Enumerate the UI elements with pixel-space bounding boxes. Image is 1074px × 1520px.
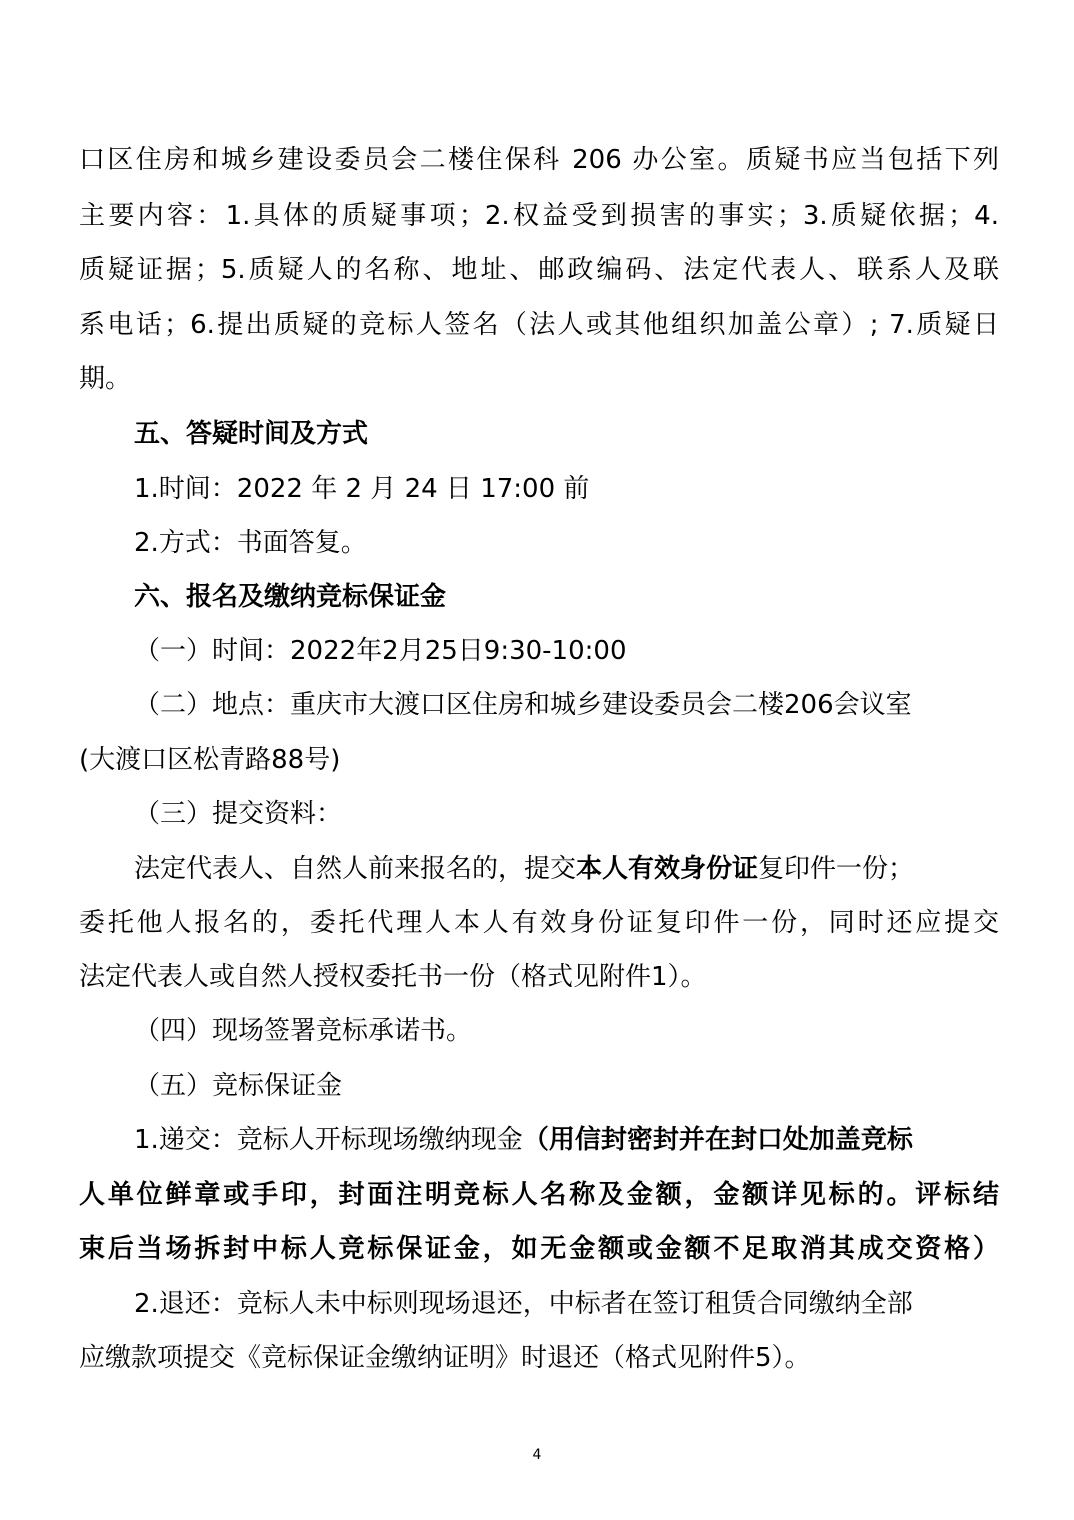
materials-line: 法定代表人或自然人授权委托书一份（格式见附件1）。 <box>79 962 707 992</box>
materials-line: 委托他人报名的，委托代理人本人有效身份证复印件一份，同时还应提交 <box>79 908 999 938</box>
paragraph-line: 期。 <box>79 364 132 394</box>
registration-time: （一）时间：2022年2月25日9:30-10:00 <box>134 636 627 666</box>
materials-line <box>134 851 1054 887</box>
registration-address: (大渡口区松青路88号) <box>79 745 341 775</box>
deposit-submit-text: 1.递交：竞标人开标现场缴纳现金 <box>134 1125 523 1155</box>
deposit-refund-line: 应缴款项提交《竞标保证金缴纳证明》时退还（格式见附件5）。 <box>79 1343 811 1373</box>
paragraph-line: 口区住房和城乡建设委员会二楼住保科 206 办公室。质疑书应当包括下列 <box>79 145 999 175</box>
materials-text: 复印件一份； <box>758 854 915 884</box>
deposit-heading: （五）竞标保证金 <box>134 1071 343 1101</box>
deposit-submit-line: 束后当场拆封中标人竞标保证金，如无金额或金额不足取消其成交资格） <box>79 1234 999 1264</box>
deposit-submit-line: 人单位鲜章或手印，封面注明竞标人名称及金额，金额详见标的。评标结 <box>79 1180 999 1210</box>
section-heading-5: 五、答疑时间及方式 <box>134 419 369 449</box>
deposit-refund-line: 2.退还：竞标人未中标则现场退还，中标者在签订租赁合同缴纳全部 <box>134 1289 913 1319</box>
section-heading-6: 六、报名及缴纳竞标保证金 <box>134 582 447 612</box>
paragraph-line: 质疑证据；5.质疑人的名称、地址、邮政编码、法定代表人、联系人及联 <box>79 255 999 285</box>
paragraph-line: 主要内容：1.具体的质疑事项；2.权益受到损害的事实；3.质疑依据；4. <box>79 201 999 231</box>
deposit-submit-line <box>134 1122 1054 1158</box>
answer-method: 2.方式：书面答复。 <box>134 528 367 558</box>
answer-time: 1.时间：2022 年 2 月 24 日 17:00 前 <box>134 474 590 504</box>
registration-location: （二）地点：重庆市大渡口区住房和城乡建设委员会二楼206会议室 <box>134 690 912 720</box>
materials-heading: （三）提交资料： <box>134 799 343 829</box>
commitment-item: （四）现场签署竞标承诺书。 <box>134 1016 473 1046</box>
page-number: 4 <box>532 1447 542 1463</box>
materials-emphasis: 本人有效身份证 <box>576 854 759 884</box>
deposit-submit-emphasis: （用信封密封并在封口处加盖竞标 <box>522 1125 913 1155</box>
paragraph-line: 系电话；6.提出质疑的竞标人签名（法人或其他组织加盖公章）; 7.质疑日 <box>79 310 999 340</box>
materials-text: 法定代表人、自然人前来报名的，提交 <box>134 854 577 884</box>
